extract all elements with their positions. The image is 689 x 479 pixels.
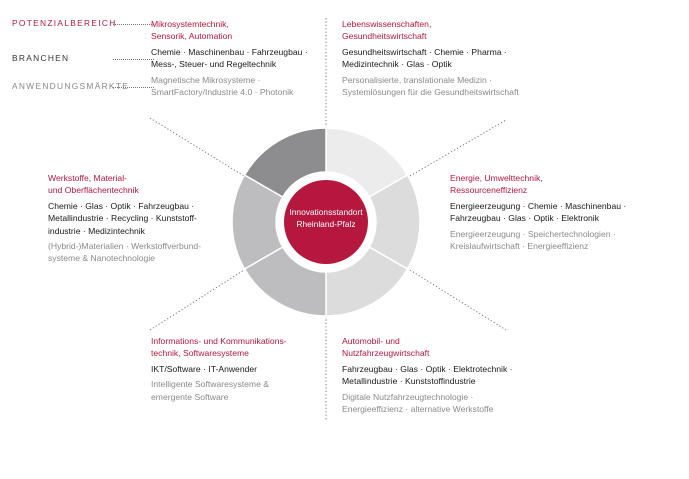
legend-dotted-line [113, 59, 154, 60]
section-markets-line: Magnetische Mikrosysteme · [151, 74, 261, 85]
section-ikt [151, 335, 287, 403]
section-branches-line: Medizintechnik · Glas · Optik [342, 59, 452, 70]
section-werkstoffe [48, 172, 201, 265]
section-markets-line: Systemlösungen für die Gesundheitswirtschaft [342, 87, 519, 98]
section-branches-line: Mess-, Steuer- und Regeltechnik [151, 59, 277, 70]
legend-anwendungsmaerkte [12, 81, 129, 91]
section-branches-line: Metallindustrie · Kunststoffindustrie [342, 376, 476, 387]
section-markets-line: Energieerzeugung · Speichertechnologien · [450, 228, 616, 239]
legend-label-potenzialbereich: POTENZIALBEREICH [12, 18, 117, 28]
section-area-line: und Oberflächentechnik [48, 185, 139, 196]
section-area-line: Gesundheitswirtschaft [342, 31, 427, 42]
section-area-line: Nutzfahrzeugwirtschaft [342, 348, 430, 359]
legend-potenzialbereich [12, 18, 117, 28]
section-markets-line: systeme & Nanotechnologie [48, 253, 156, 264]
section-markets-line: Intelligente Softwaresysteme & [151, 379, 269, 390]
section-area-line: Mikrosystemtechnik, [151, 19, 229, 29]
section-markets-line: (Hybrid-)Materialien · Werkstoffverbund- [48, 241, 201, 252]
connector-lower-right [410, 270, 506, 330]
section-branches-line: IKT/Software · IT-Anwender [151, 363, 258, 374]
section-markets-line: SmartFactory/Industrie 4.0 · Photonik [151, 87, 294, 98]
section-markets-line: emergente Software [151, 391, 229, 402]
connector-upper-right [410, 120, 506, 176]
section-area-line: technik, Softwaresysteme [151, 348, 249, 359]
legend-branchen [12, 53, 69, 63]
legend-label-anwendungsmaerkte: ANWENDUNGSMÄRKTE [12, 81, 130, 91]
section-mikrosystemtechnik [151, 18, 308, 98]
center-label-line-2: Rheinland-Pfalz [296, 219, 356, 229]
legend-dotted-line [113, 24, 154, 25]
section-branches-line: Gesundheitswirtschaft · Chemie · Pharma · [342, 46, 507, 57]
section-area-line: Sensorik, Automation [151, 31, 233, 42]
section-markets-line: Energieeffizienz · alternative Werkstoffe [342, 404, 494, 415]
section-markets-line: Kreislaufwirtschaft · Energieeffizienz [450, 241, 589, 252]
section-branches-line: Chemie · Glas · Optik · Fahrzeugbau · [48, 200, 195, 211]
section-markets-line: Personalisierte, translationale Medizin · [342, 74, 492, 85]
section-area-line: Ressourceneffizienz [450, 185, 528, 196]
legend-label-branchen: BRANCHEN [12, 53, 70, 63]
section-branches-line: Energieerzeugung · Chemie · Maschinenbau · [450, 200, 627, 211]
section-branches-line: industrie · Medizintechnik [48, 225, 145, 236]
section-area-line: Werkstoffe, Material- [48, 173, 127, 183]
section-branches-line: Fahrzeugbau · Glas · Optik · Elektronik [450, 213, 600, 224]
connector-lower-left [150, 270, 244, 330]
center-label [283, 206, 369, 230]
section-branches-line: Fahrzeugbau · Glas · Optik · Elektrotechnik · [342, 363, 513, 374]
connector-upper-left [150, 118, 244, 176]
section-area-line: Energie, Umwelttechnik, [450, 173, 543, 183]
section-area-line: Lebenswissenschaften, [342, 19, 432, 29]
section-area-line: Automobil- und [342, 336, 400, 346]
section-lebenswissenschaften [342, 18, 519, 98]
section-markets-line: Digitale Nutzfahrzeugtechnologie · [342, 391, 474, 402]
section-branches-line: Metallindustrie · Recycling · Kunststoff- [48, 213, 197, 224]
section-energie [450, 172, 626, 252]
section-automobil [342, 335, 513, 415]
section-branches-line: Chemie · Maschinenbau · Fahrzeugbau · [151, 46, 308, 57]
legend-dotted-line [113, 87, 154, 88]
center-label-line-1: Innovationsstandort [289, 207, 363, 217]
section-area-line: Informations- und Kommunikations- [151, 336, 287, 346]
